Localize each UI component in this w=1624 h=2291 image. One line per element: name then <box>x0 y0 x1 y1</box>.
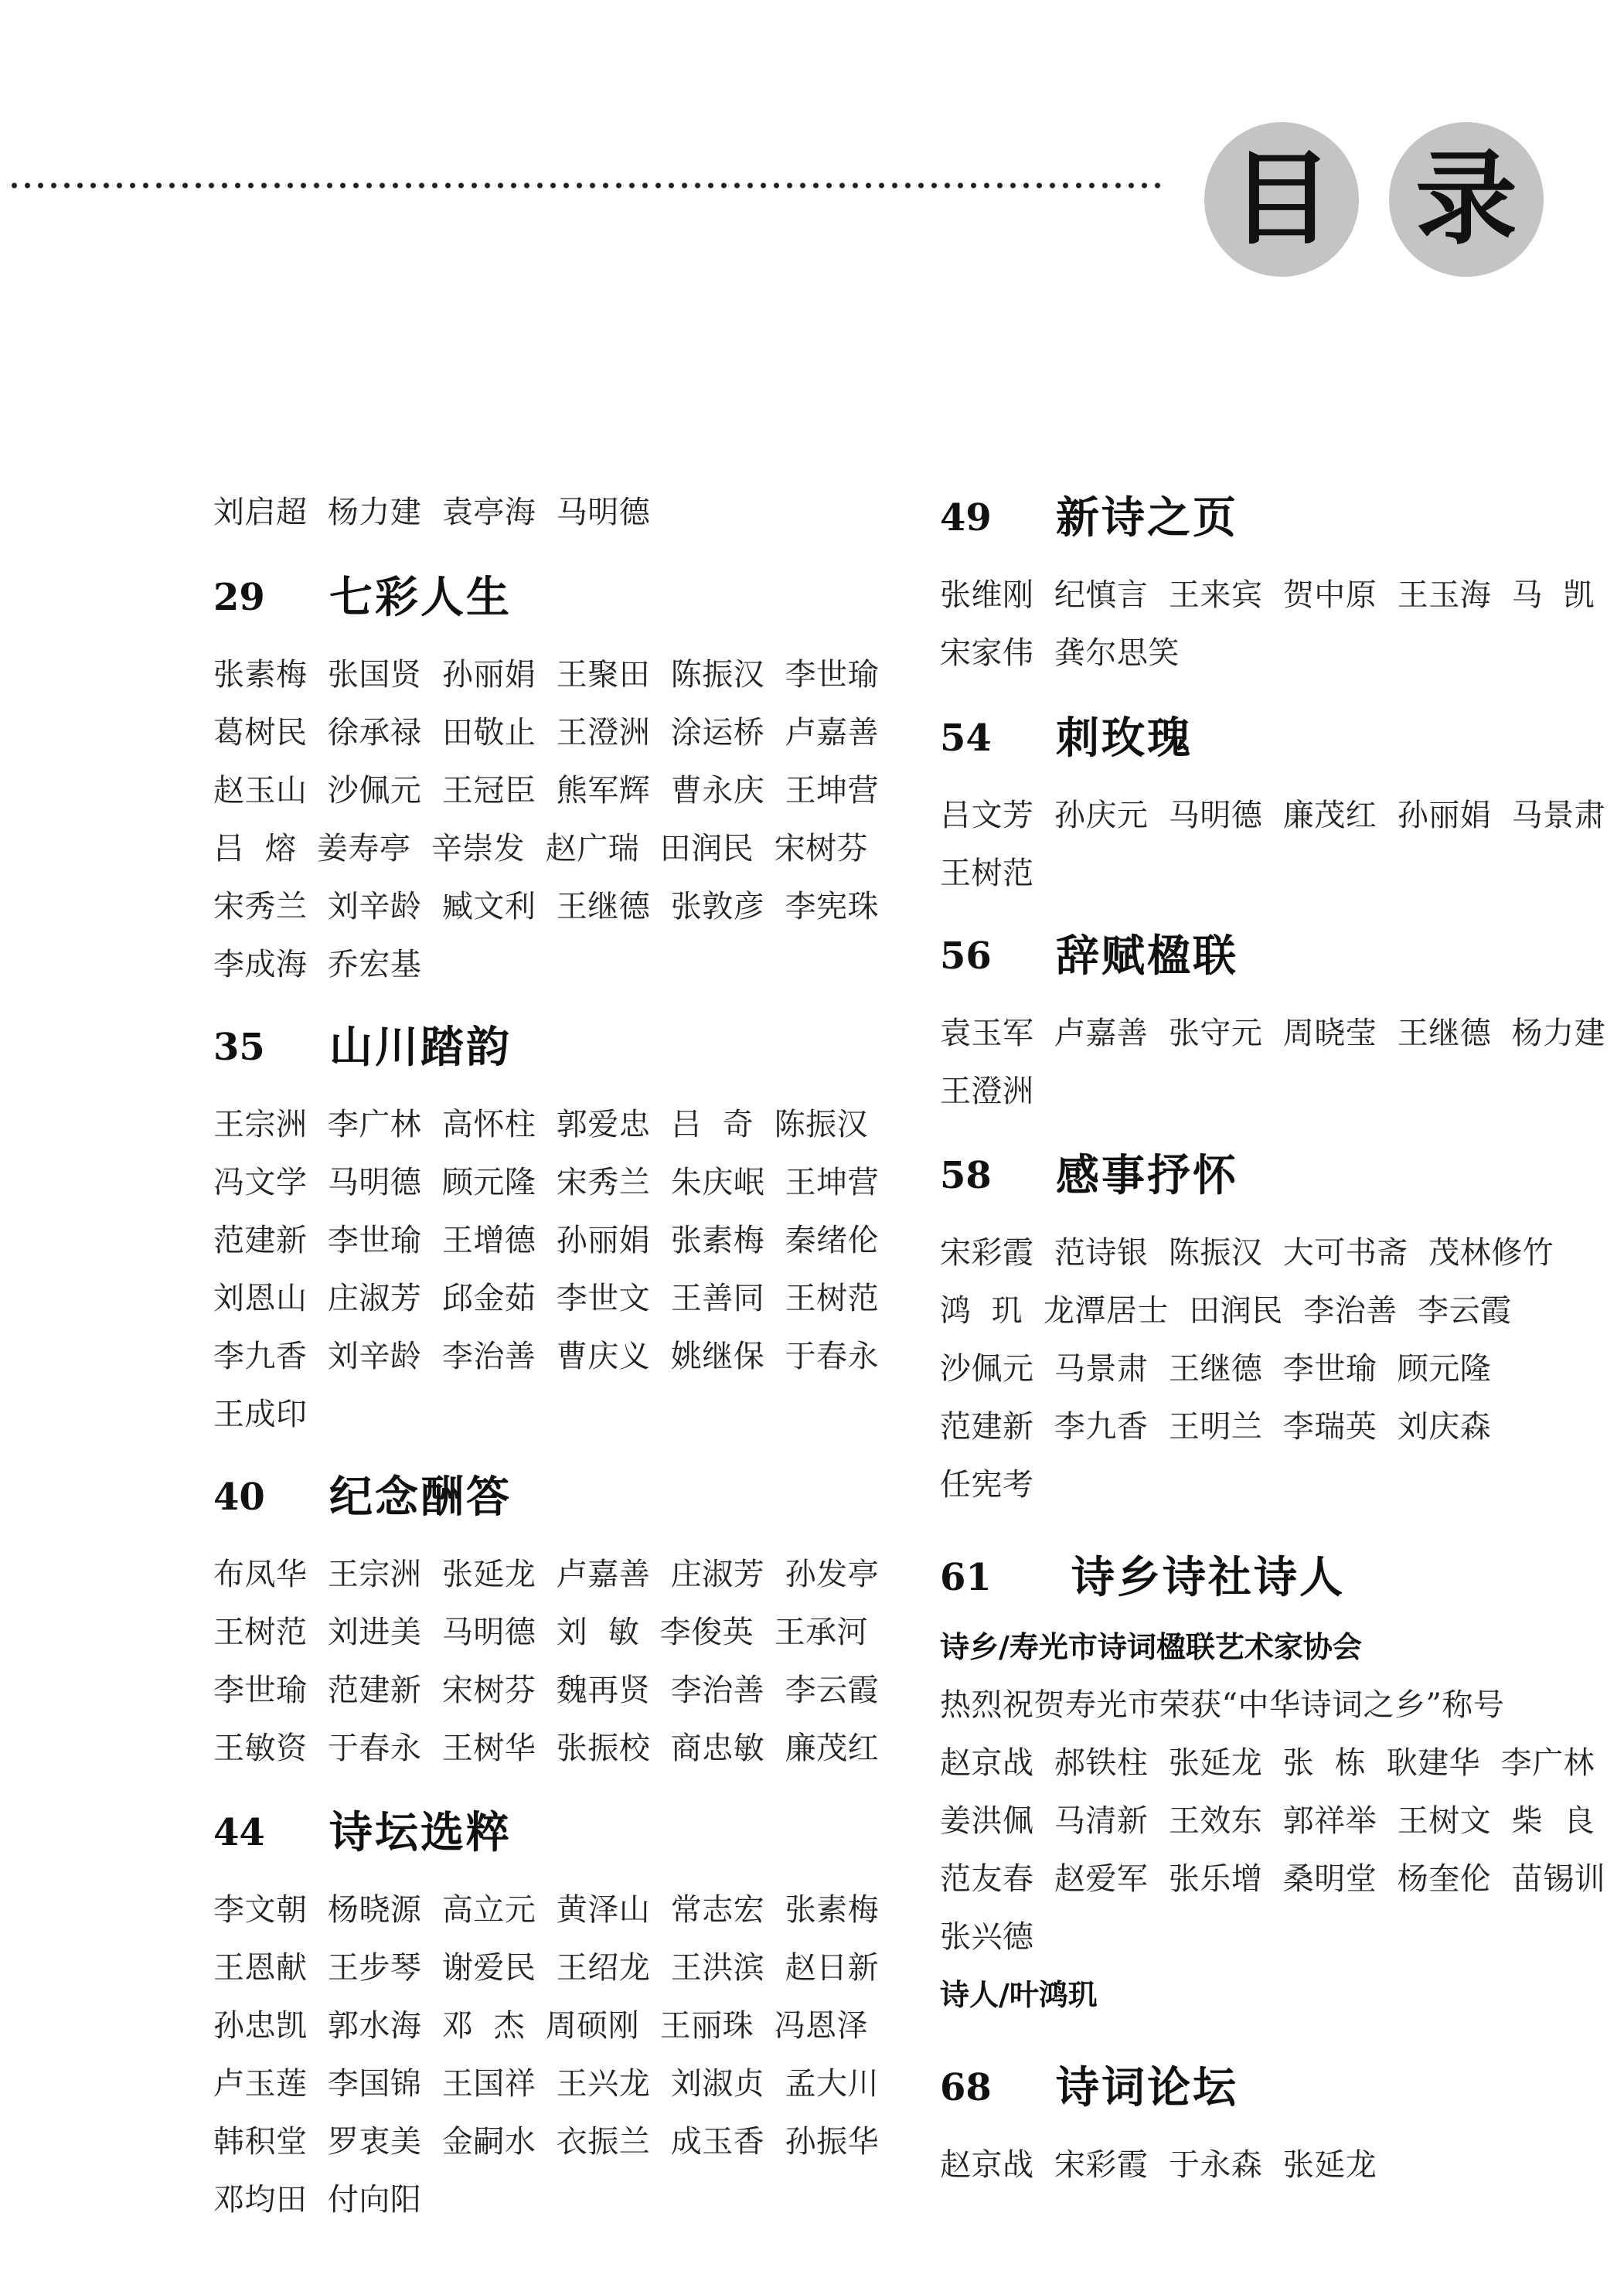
names-line: 沙佩元 马景肃 王继德 李世瑜 顾元隆 <box>940 1351 1492 1387</box>
names-line: 葛树民 徐承禄 田敬止 王澄洲 涂运桥 卢嘉善 <box>213 715 880 751</box>
names-line: 邓均田 付向阳 <box>213 2182 422 2218</box>
section-title: 纪念酬答 <box>329 1472 512 1523</box>
names-line: 任宪考 <box>940 1467 1034 1503</box>
title-char-1: 目 <box>1231 139 1333 259</box>
section-page-number: 58 <box>940 1154 992 1197</box>
names-line: 李九香 刘辛龄 李治善 曹庆义 姚继保 于春永 <box>213 1339 880 1374</box>
names-line: 王澄洲 <box>940 1074 1034 1109</box>
section-title: 七彩人生 <box>329 572 512 623</box>
names-line: 范建新 李九香 王明兰 李瑞英 刘庆森 <box>940 1409 1492 1445</box>
names-line: 王恩献 王步琴 谢爱民 王绍龙 王洪滨 赵日新 <box>213 1950 880 1986</box>
section-title: 山川踏韵 <box>329 1022 512 1073</box>
section-page-number: 29 <box>213 576 265 619</box>
names-line: 宋家伟 龚尔思笑 <box>940 635 1180 671</box>
section-page-number: 44 <box>213 1811 265 1854</box>
section-title: 感事抒怀 <box>1056 1150 1238 1201</box>
section-title: 新诗之页 <box>1056 492 1238 543</box>
section-page-number: 56 <box>940 934 992 978</box>
section-title: 诗词论坛 <box>1056 2062 1238 2113</box>
congrats-line: 热烈祝贺寿光市荣获“中华诗词之乡”称号 <box>940 1687 1505 1723</box>
names-line: 冯文学 马明德 顾元隆 宋秀兰 朱庆岷 王坤营 <box>213 1165 880 1200</box>
section-page-number: 68 <box>940 2066 992 2109</box>
names-line: 李世瑜 范建新 宋树芬 魏再贤 李治善 李云霞 <box>213 1673 880 1708</box>
names-line: 刘恩山 庄淑芳 邱金茹 李世文 王善同 王树范 <box>213 1281 880 1316</box>
subsection-heading: 诗乡/寿光市诗词楹联艺术家协会 <box>940 1630 1362 1664</box>
section-title: 辞赋楹联 <box>1056 931 1238 982</box>
intro-names: 刘启超 杨力建 袁亭海 马明德 <box>213 495 651 530</box>
names-line: 王敏资 于春永 王树华 张振校 商忠敏 廉茂红 <box>213 1731 880 1766</box>
subsection-heading: 诗人/叶鸿玑 <box>940 1978 1098 2012</box>
section-page-number: 54 <box>940 717 992 760</box>
names-line: 张素梅 张国贤 孙丽娟 王聚田 陈振汉 李世瑜 <box>213 657 880 693</box>
title-char-2: 录 <box>1415 139 1517 259</box>
names-line: 姜洪佩 马清新 王效东 郭祥举 王树文 柴 良 <box>940 1803 1595 1839</box>
section-page-number: 35 <box>213 1026 265 1069</box>
names-line: 李成海 乔宏基 <box>213 947 422 982</box>
names-line: 韩积堂 罗衷美 金嗣水 衣振兰 成玉香 孙振华 <box>213 2124 880 2160</box>
names-line: 赵玉山 沙佩元 王冠臣 熊军辉 曹永庆 王坤营 <box>213 773 880 808</box>
dotted-leader-line <box>8 181 1167 190</box>
names-line: 孙忠凯 郭水海 邓 杰 周硕刚 王丽珠 冯恩泽 <box>213 2008 869 2044</box>
names-line: 卢玉莲 李国锦 王国祥 王兴龙 刘淑贞 孟大川 <box>213 2066 880 2102</box>
names-line: 袁玉军 卢嘉善 张守元 周晓莹 王继德 杨力建 <box>940 1016 1606 1051</box>
names-line: 范友春 赵爱军 张乐增 桑明堂 杨奎伦 苗锡训 <box>940 1861 1606 1897</box>
names-line: 吕文芳 孙庆元 马明德 廉茂红 孙丽娟 马景肃 <box>940 798 1606 833</box>
names-line: 张维刚 纪慎言 王来宾 贺中原 王玉海 马 凯 <box>940 577 1595 613</box>
names-line: 李文朝 杨晓源 高立元 黄泽山 常志宏 张素梅 <box>213 1892 880 1928</box>
names-line: 吕 熔 姜寿亭 辛崇发 赵广瑞 田润民 宋树芬 <box>213 831 869 866</box>
names-line: 王树范 刘进美 马明德 刘 敏 李俊英 王承河 <box>213 1615 869 1650</box>
section-page-number: 40 <box>213 1476 265 1519</box>
names-line: 鸿 玑 龙潭居士 田润民 李治善 李云霞 <box>940 1293 1512 1329</box>
title-char-circle-1 <box>1204 122 1359 277</box>
names-line: 王宗洲 李广林 高怀柱 郭爱忠 吕 奇 陈振汉 <box>213 1107 869 1142</box>
section-title: 诗坛选粹 <box>329 1807 512 1858</box>
names-line: 范建新 李世瑜 王增德 孙丽娟 张素梅 秦绪伦 <box>213 1223 880 1258</box>
section-title: 刺玫瑰 <box>1056 713 1193 764</box>
names-line: 宋彩霞 范诗银 陈振汉 大可书斋 茂林修竹 <box>940 1235 1554 1271</box>
names-line: 赵京战 宋彩霞 于永森 张延龙 <box>940 2147 1377 2183</box>
names-line: 王成印 <box>213 1397 308 1432</box>
section-title: 诗乡诗社诗人 <box>1071 1552 1345 1603</box>
names-line: 张兴德 <box>940 1919 1034 1955</box>
section-page-number: 49 <box>940 496 992 540</box>
names-line: 布凤华 王宗洲 张延龙 卢嘉善 庄淑芳 孙发亭 <box>213 1557 880 1592</box>
title-char-circle-2 <box>1389 122 1544 277</box>
names-line: 王树范 <box>940 856 1034 891</box>
names-line: 赵京战 郝铁柱 张延龙 张 栋 耿建华 李广林 <box>940 1745 1595 1781</box>
names-line: 宋秀兰 刘辛龄 臧文利 王继德 张敦彦 李宪珠 <box>213 889 880 924</box>
section-page-number: 61 <box>940 1556 992 1599</box>
